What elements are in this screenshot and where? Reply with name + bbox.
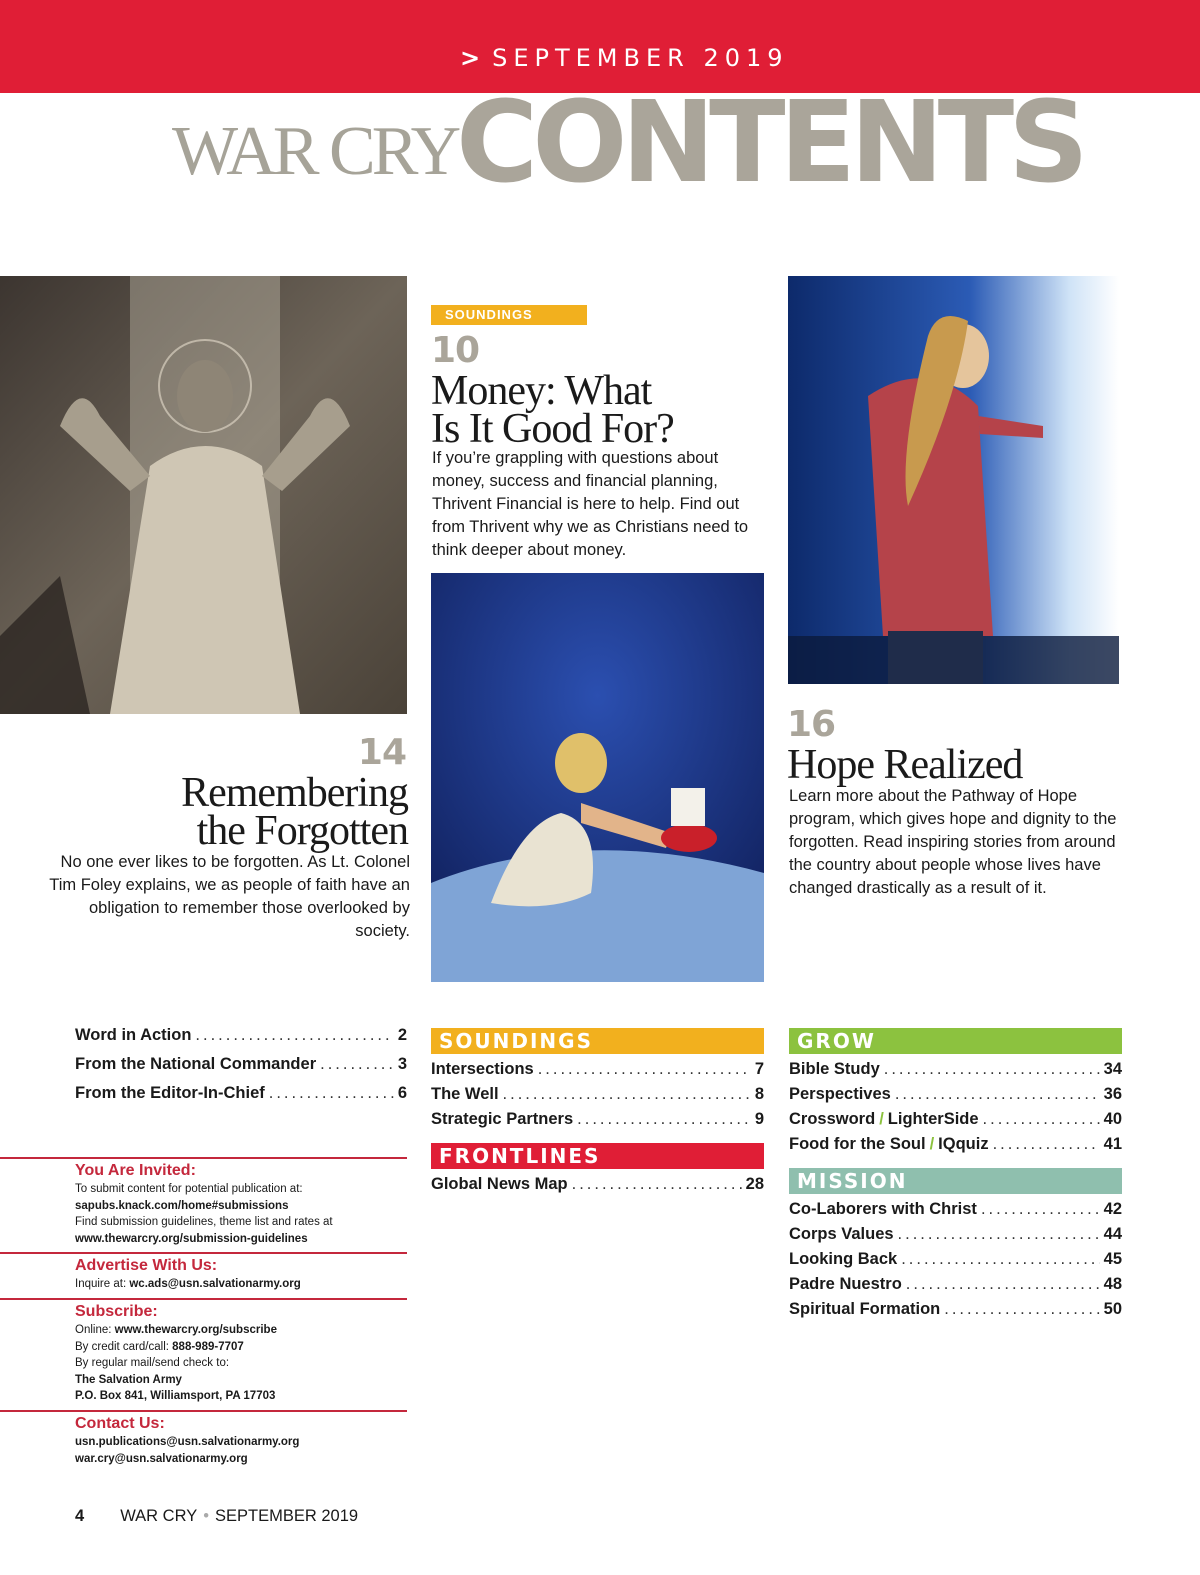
toc-label: From the National Commander [75,1055,317,1073]
kneeling-woman-painting [431,573,764,982]
subscribe-link[interactable]: www.thewarcry.org/subscribe [114,1324,277,1336]
toc-label: Global News Map [431,1175,568,1193]
jesus-etching-image [0,276,407,714]
toc-divider: / [879,1110,884,1128]
contact-email-link[interactable]: war.cry@usn.salvationarmy.org [75,1452,248,1465]
toc-label: Perspectives [789,1085,891,1103]
soundings-kicker: SOUNDINGS [431,305,587,325]
toc-grow-mission [789,1028,1122,1325]
toc-entry[interactable] [789,1060,1122,1085]
feature-title-line: Money: What [431,368,652,414]
issue-date-text: SEPTEMBER 2019 [492,44,789,72]
toc-leader [981,1200,1100,1219]
toc-page: 8 [754,1085,764,1103]
toc-entry[interactable] [431,1110,764,1135]
subscribe-heading: Subscribe: [75,1303,158,1320]
feature-page-number: 16 [787,704,836,745]
feature-dek: No one ever likes to be forgotten. As Lt. Colonel Tim Foley explains, we as people of faith have an obligation to remember those overlooked by society. [49,853,410,940]
toc-page: 7 [754,1060,764,1078]
toc-entry[interactable] [789,1200,1122,1225]
toc-page: 48 [1103,1275,1122,1293]
toc-page: 50 [1103,1300,1122,1318]
mail-line: By regular mail/send check to: [75,1357,230,1369]
toc-label: Word in Action [75,1026,192,1044]
toc-page: 2 [397,1026,407,1044]
toc-leader [898,1225,1100,1244]
toc-page: 9 [754,1110,764,1128]
toc-label: Strategic Partners [431,1110,574,1128]
contact-email-link[interactable]: usn.publications@usn.salvationarmy.org [75,1436,300,1448]
toc-entry[interactable] [789,1135,1122,1160]
toc-entry[interactable] [431,1060,764,1085]
toc-leader [538,1060,751,1079]
toc-leader [577,1110,751,1129]
section-heading-frontlines: FRONTLINES [431,1143,764,1169]
contact-block [0,1410,407,1467]
toc-entry[interactable] [75,1055,407,1084]
toc-label-part: Food for the Soul [789,1135,926,1153]
toc-leader [906,1275,1100,1294]
mail-address: P.O. Box 841, Williamsport, PA 17703 [75,1390,276,1402]
toc-label: Padre Nuestro [789,1275,902,1293]
folio-date: SEPTEMBER 2019 [214,1507,359,1525]
advertise-heading: Advertise With Us: [75,1257,218,1274]
feature-page-number: 10 [431,330,480,371]
issue-date [460,44,789,72]
submissions-link[interactable]: sapubs.knack.com/home#submissions [75,1199,289,1212]
toc-label: The Well [431,1085,499,1103]
masthead-title: CONTENTS [456,78,1083,208]
toc-leader [884,1060,1100,1079]
toc-label: Looking Back [789,1250,898,1268]
toc-page: 34 [1103,1060,1122,1078]
toc-page: 36 [1103,1085,1122,1103]
toc-entry[interactable] [431,1085,764,1110]
toc-entry[interactable] [789,1300,1122,1325]
toc-leader [269,1084,394,1103]
toc-leader [983,1110,1100,1129]
toc-page: 44 [1103,1225,1122,1243]
invited-heading: You Are Invited: [75,1162,196,1179]
advertise-block [0,1252,407,1293]
toc-entry[interactable] [789,1275,1122,1300]
feature-title [431,368,761,452]
toc-entry[interactable] [789,1225,1122,1250]
invited-line: To submit content for potential publication at: [75,1183,303,1195]
toc-page: 28 [745,1175,764,1193]
folio-publication: WAR CRY [120,1507,198,1525]
toc-leader [901,1250,1099,1269]
phone-prefix: By credit card/call: [75,1340,169,1353]
folio-page-number: 4 [75,1507,85,1525]
feature-page-number: 14 [357,732,406,773]
toc-entry[interactable] [789,1250,1122,1275]
toc-label: From the Editor-In-Chief [75,1084,265,1102]
folio-separator: • [203,1507,209,1525]
toc-entry[interactable] [75,1084,407,1113]
feature-title-line: Remembering [181,770,408,816]
toc-label: Spiritual Formation [789,1300,941,1318]
toc-intro-list [75,1026,407,1113]
invited-block [0,1157,407,1247]
subscribe-block [0,1298,407,1405]
toc-page: 41 [1103,1135,1122,1153]
chevron-right-icon: > [460,44,487,72]
toc-leader [572,1175,742,1194]
masthead-brand: WAR CRY [172,113,458,190]
toc-leader [195,1026,393,1045]
toc-entry[interactable] [75,1026,407,1055]
toc-entry[interactable] [431,1175,764,1200]
toc-leader [503,1085,751,1104]
toc-leader [944,1300,1099,1319]
toc-label [789,1110,979,1129]
feature-title: Hope Realized [787,742,1023,788]
feature-dek: Learn more about the Pathway of Hope program, which gives hope and dignity to the forgotten. Read inspiring stories from around the country about people whose lives have changed drastically as a result of it. [789,787,1117,897]
section-heading-soundings: SOUNDINGS [431,1028,764,1054]
guidelines-link[interactable]: www.thewarcry.org/submission-guidelines [75,1232,308,1245]
ads-email-link[interactable]: wc.ads@usn.salvationarmy.org [129,1278,301,1290]
toc-label-part: IQquiz [938,1135,989,1153]
contact-heading: Contact Us: [75,1415,165,1432]
feature-dek: If you’re grappling with questions about money, success and financial planning, Thrivent Financial is here to help. Find out from Thrivent why we as Christians need to think deeper about money. [432,449,749,559]
online-prefix: Online: [75,1324,112,1336]
toc-entry[interactable] [789,1085,1122,1110]
feature-title-line: Is It Good For? [431,406,674,452]
feature-title [60,770,408,854]
toc-leader [320,1055,394,1074]
feature-title-line: the Forgotten [196,808,408,854]
toc-label: Co-Laborers with Christ [789,1200,977,1218]
toc-leader [895,1085,1100,1104]
toc-divider: / [929,1135,935,1153]
invited-line: Find submission guidelines, theme list and rates at [75,1216,333,1228]
toc-page: 45 [1103,1250,1122,1268]
toc-entry[interactable] [789,1110,1122,1135]
mail-org: The Salvation Army [75,1373,182,1386]
section-heading-mission: MISSION [789,1168,1122,1194]
toc-page: 40 [1103,1110,1122,1128]
toc-leader [993,1135,1100,1154]
toc-page: 42 [1103,1200,1122,1218]
page-footer [75,1507,358,1526]
section-heading-grow: GROW [789,1028,1122,1054]
girl-opening-curtain-photo [788,276,1119,684]
toc-label-part: Crossword [789,1110,876,1128]
toc-page: 3 [397,1055,407,1073]
toc-label-part: LighterSide [887,1110,979,1128]
toc-label: Intersections [431,1060,534,1078]
toc-page: 6 [397,1084,407,1102]
subscribe-phone[interactable]: 888-989-7707 [172,1340,244,1353]
toc-label [789,1135,989,1154]
toc-label: Corps Values [789,1225,894,1243]
toc-soundings-frontlines [431,1028,764,1200]
toc-label: Bible Study [789,1060,880,1078]
advertise-prefix: Inquire at: [75,1278,127,1290]
